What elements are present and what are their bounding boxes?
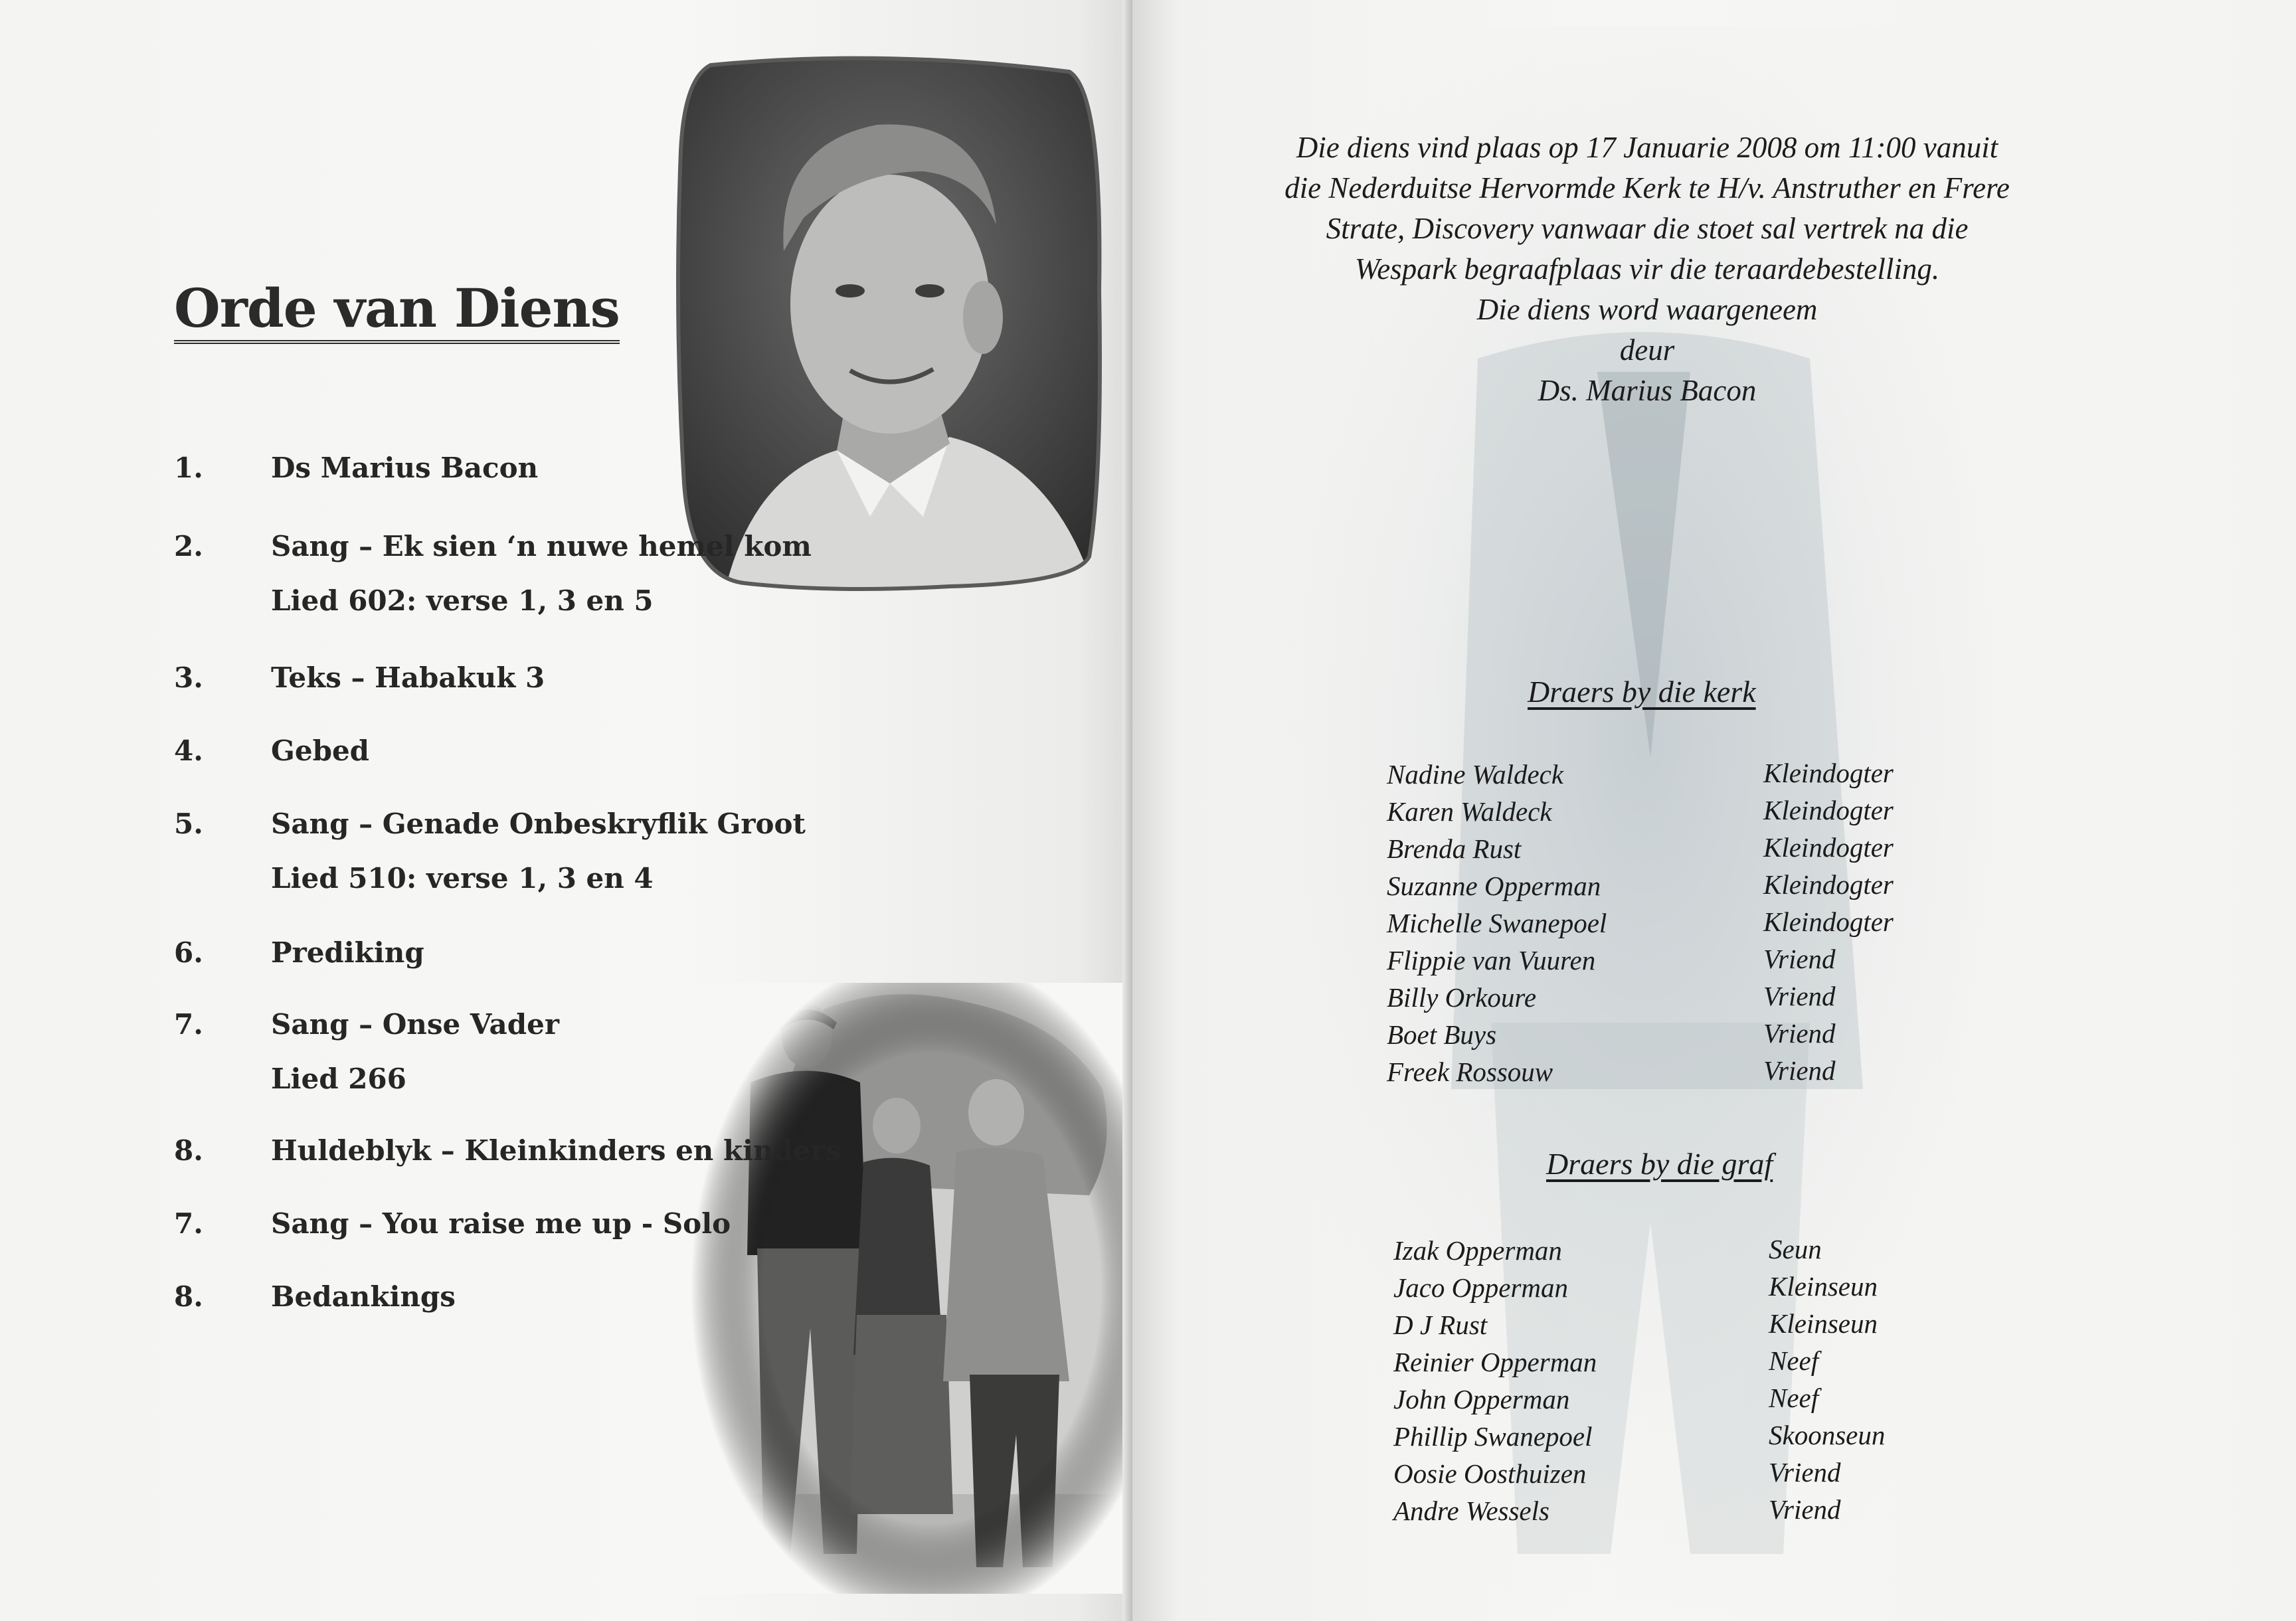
bearer-relation: Vriend (1763, 981, 1836, 1011)
church-bearers-heading: Draers by die kerk (1528, 675, 1756, 709)
item-subtext: Lied 266 (271, 1063, 406, 1095)
grave-bearers-names (1393, 1232, 1597, 1529)
item-number: 5. (174, 808, 203, 840)
item-number: 7. (174, 1008, 203, 1041)
left-page (0, 0, 1132, 1621)
page-title: Orde van Diens (174, 279, 620, 344)
item-text: Sang – Onse Vader (271, 1008, 559, 1041)
item-text: Teks – Habakuk 3 (271, 661, 545, 694)
item-text: Sang – Genade Onbeskryflik Groot (271, 808, 806, 840)
item-number: 6. (174, 936, 203, 969)
item-number: 8. (174, 1280, 203, 1313)
bearer-relation: Vriend (1769, 1494, 1841, 1525)
item-text: Sang – You raise me up - Solo (271, 1207, 731, 1240)
bearer-name: Billy Orkoure (1387, 982, 1537, 1013)
bearer-name: D J Rust (1393, 1310, 1488, 1340)
item-number: 8. (174, 1134, 203, 1167)
item-text: Bedankings (271, 1280, 456, 1313)
bearer-relation: Neef (1769, 1383, 1819, 1413)
bearer-relation: Skoonseun (1769, 1420, 1886, 1450)
service-line: Wespark begraafplaas vir die teraardebestelling. (1354, 252, 1940, 286)
item-number: 3. (174, 661, 203, 694)
item-number: 7. (174, 1207, 203, 1240)
item-text: Sang – Ek sien ‘n nuwe hemel kom (271, 530, 812, 562)
bearer-relation: Vriend (1763, 1055, 1836, 1086)
bearer-name: Nadine Waldeck (1387, 759, 1564, 790)
bearer-relation: Kleindogter (1763, 758, 1894, 788)
item-subtext: Lied 602: verse 1, 3 en 5 (271, 584, 654, 617)
bearer-relation: Kleinseun (1769, 1308, 1878, 1339)
right-page (1132, 0, 2296, 1621)
bearer-name: Suzanne Opperman (1387, 871, 1601, 901)
service-line: Strate, Discovery vanwaar die stoet sal vertrek na die (1326, 212, 1969, 245)
service-line: deur (1619, 333, 1675, 367)
bearer-name: Jaco Opperman (1393, 1272, 1569, 1303)
bearer-relation: Kleinseun (1769, 1271, 1878, 1302)
service-line: Die diens word waargeneem (1476, 293, 1818, 326)
bearer-relation: Kleindogter (1763, 832, 1894, 863)
bearer-name: Izak Opperman (1393, 1235, 1562, 1266)
service-details (1205, 128, 2089, 411)
item-number: 4. (174, 734, 203, 767)
church-bearers-relations (1763, 754, 1894, 1089)
bearer-name: Freek Rossouw (1387, 1057, 1553, 1087)
bearer-name: Karen Waldeck (1387, 796, 1552, 827)
item-subtext: Lied 510: verse 1, 3 en 4 (271, 862, 654, 895)
bearer-name: Boet Buys (1387, 1019, 1497, 1050)
family-photo (691, 983, 1129, 1594)
bearer-name: Oosie Oosthuizen (1393, 1458, 1587, 1489)
bearer-relation: Neef (1769, 1345, 1819, 1376)
bearer-relation: Seun (1769, 1234, 1822, 1264)
grave-bearers-heading: Draers by die graf (1546, 1147, 1773, 1181)
bearer-name: Brenda Rust (1387, 833, 1522, 864)
bearer-relation: Vriend (1769, 1457, 1841, 1488)
bearer-name: Michelle Swanepoel (1387, 908, 1607, 938)
service-line: Die diens vind plaas op 17 Januarie 2008 om 11:00 vanuit (1296, 131, 1998, 164)
service-line: Ds. Marius Bacon (1538, 374, 1757, 407)
bearer-relation: Vriend (1763, 944, 1836, 974)
bearer-name: Reinier Opperman (1393, 1347, 1597, 1377)
bearer-relation: Vriend (1763, 1018, 1836, 1049)
bearer-relation: Kleindogter (1763, 906, 1894, 937)
item-text: Prediking (271, 936, 424, 969)
bearer-name: Phillip Swanepoel (1393, 1421, 1593, 1452)
bearer-name: Flippie van Vuuren (1387, 945, 1596, 976)
bearer-relation: Kleindogter (1763, 795, 1894, 825)
grave-bearers-relations (1769, 1231, 1885, 1528)
item-number: 2. (174, 530, 203, 562)
item-text: Huldeblyk – Kleinkinders en kinders (271, 1134, 841, 1167)
bearer-relation: Kleindogter (1763, 869, 1894, 900)
item-number: 1. (174, 452, 203, 484)
item-text: Gebed (271, 734, 370, 767)
boy-portrait-photo (671, 52, 1103, 595)
bearer-name: John Opperman (1393, 1384, 1570, 1414)
item-text: Ds Marius Bacon (271, 452, 539, 484)
service-line: die Nederduitse Hervormde Kerk te H/v. Anstruther en Frere (1284, 171, 2010, 205)
church-bearers-names (1387, 756, 1607, 1090)
bearer-name: Andre Wessels (1393, 1495, 1549, 1526)
